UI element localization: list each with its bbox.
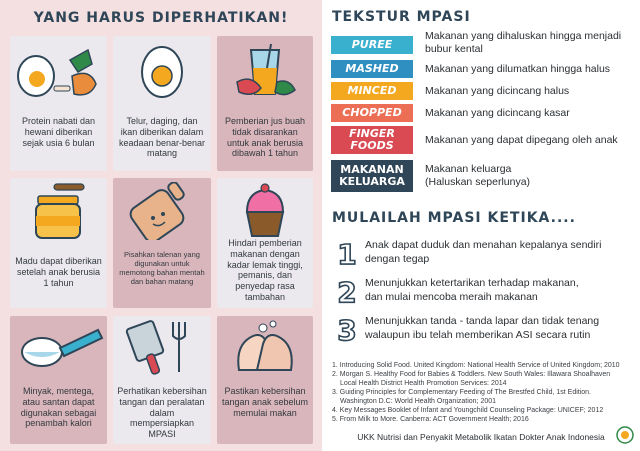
reference-item: Washington D.C: World Health Organization; 2001 [340, 397, 497, 405]
cutting-board-icon [113, 182, 211, 240]
reference-item: Local Health District Health Promotion Services: 2014 [340, 379, 507, 387]
texture-badge [331, 160, 413, 192]
step-line: Menunjukkan ketertarikan terhadap makanan, [365, 277, 579, 289]
references [332, 362, 640, 425]
reference-item: 4. Key Messages Booklet of Infant and Youngchild Counseling Package: UNICEF; 2012 [332, 406, 604, 414]
tile-caption: Pastikan kebersihan tangan anak sebelum memulai makan [221, 386, 309, 418]
idai-logo-icon [616, 426, 634, 444]
badge-line: FOODS [350, 139, 394, 152]
tile-caption: Pisahkan talenan yang digunakan untuk memotong bahan mentah dan bahan matang [119, 250, 205, 286]
tile-caption: Protein nabati dan hewani diberikan sejak usia 6 bulan [21, 116, 96, 148]
tile-caption: Pemberian jus buah tidak disarankan untuk anak berusia dibawah 1 tahun [224, 116, 306, 159]
handwash-icon [217, 318, 313, 376]
texture-row-mashed [331, 60, 631, 80]
texture-row-makanan-keluarga [331, 160, 631, 194]
step-line: walaupun ibu telah memberikan ASI secara rutin [365, 329, 591, 342]
desc-line: Makanan keluarga [425, 163, 512, 175]
step-number: 2 [337, 276, 357, 306]
cleaver-icon [113, 318, 211, 376]
texture-row-puree [331, 30, 631, 58]
number-two-icon [336, 276, 358, 306]
number-three-icon [336, 314, 358, 344]
step-text [365, 314, 635, 342]
desc-line: (Haluskan seperlunya) [425, 176, 531, 189]
texture-badge: CHOPPED [331, 104, 413, 122]
tile-cupcake [217, 178, 313, 308]
reference-item: 5. From Milk to More. Canberra: ACT Government Health; 2016 [332, 415, 529, 423]
reference-item: 2. Morgan S. Healthy Food for Babies & Toddlers. New South Wales: Illawara Shoalhaven [332, 370, 611, 378]
texture-desc: Makanan yang dilumatkan hingga halus [425, 63, 611, 75]
tile-honey [10, 178, 107, 308]
step-text [365, 238, 635, 266]
texture-desc: Makanan yang dihaluskan hingga menjadi bubur kental [425, 30, 622, 56]
cupcake-icon [217, 182, 313, 240]
texture-row-chopped [331, 104, 631, 124]
number-one-icon [336, 238, 358, 268]
texture-desc [425, 163, 530, 189]
texture-row-minced [331, 82, 631, 102]
texture-badge: PUREE [331, 36, 413, 54]
step-number: 3 [337, 314, 357, 344]
right-panel [322, 0, 640, 451]
tile-caption: Hindari pemberian makanan dengan kadar lemak tinggi, pemanis, dan penyedap rasa tambahan [227, 238, 303, 302]
left-title: YANG HARUS DIPERHATIKAN! [33, 10, 289, 26]
step-line: dengan tegap [365, 253, 430, 266]
footer-credit: UKK Nutrisi dan Penyakit Metabolik Ikatan Dokter Anak Indonesia [357, 432, 605, 442]
badge-line: FINGER [349, 126, 395, 140]
step-line: Menunjukkan tanda - tanda lapar dan tidak tenang [365, 315, 600, 327]
tile-caption: Telur, daging, dan ikan diberikan dalam keadaan benar-benar matang [118, 116, 206, 159]
honey-jar-icon [10, 182, 107, 240]
tile-oil [10, 316, 107, 444]
tile-hygiene-tools [113, 316, 211, 444]
tile-handwash [217, 316, 313, 444]
reference-item: 1. Introducing Solid Food. United Kingdom: National Health Service of United Kingdom; 2010 [332, 362, 620, 369]
texture-row-finger-foods [331, 126, 631, 156]
tile-caption: Perhatikan kebersihan tangan dan peralatan dalam mempersiapkan MPASI [117, 386, 207, 440]
egg-chicken-icon [10, 42, 107, 100]
texture-desc: Makanan yang dicincang kasar [425, 107, 570, 119]
step-number: 1 [337, 238, 357, 268]
tile-protein [10, 36, 107, 171]
tile-juice [217, 36, 313, 171]
texture-badge: MINCED [331, 82, 413, 100]
texture-badge: MASHED [331, 60, 413, 78]
measuring-spoon-icon [10, 318, 107, 376]
tile-egg-cooked [113, 36, 211, 171]
mulai-title: MULAILAH MPASI KETIKA.... [332, 210, 576, 226]
tile-caption: Minyak, mentega, atau santan dapat digunakan sebagai penambah kalori [20, 386, 97, 429]
boiled-egg-icon [113, 42, 211, 100]
texture-badge [331, 126, 413, 154]
tile-cutting-board [113, 178, 211, 308]
badge-line: KELUARGA [339, 175, 405, 188]
texture-desc: Makanan yang dapat dipegang oleh anak [425, 134, 618, 146]
step-line: Anak dapat duduk dan menahan kepalanya sendiri [365, 239, 602, 251]
step-text [365, 276, 635, 304]
tekstur-title: TEKSTUR MPASI [332, 9, 471, 25]
badge-line: MAKANAN [340, 162, 404, 176]
juice-cup-icon [217, 42, 313, 100]
reference-item: 3. Guiding Principles for Complementary Feeding of The Brestfed Child, 1st Edition. [332, 388, 591, 396]
texture-desc: Makanan yang dicincang halus [425, 85, 570, 97]
step-line: dan mulai mencoba meraih makanan [365, 291, 538, 304]
tile-caption: Madu dapat diberikan setelah anak berusia 1 tahun [15, 256, 102, 288]
